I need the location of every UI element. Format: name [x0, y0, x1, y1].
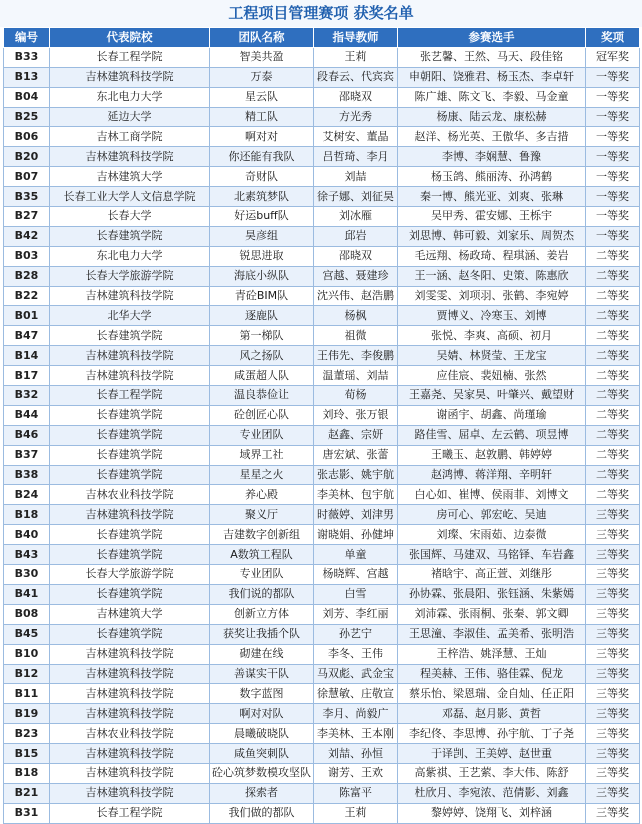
cell-teacher: 刘喆、孙恒 [314, 744, 398, 764]
table-row [4, 763, 640, 783]
cell-school: 吉林建筑科技学院 [50, 744, 210, 764]
cell-school: 长春工程学院 [50, 47, 210, 67]
cell-school: 吉林建筑大学 [50, 167, 210, 187]
cell-award: 二等奖 [586, 326, 640, 346]
cell-award: 一等奖 [586, 87, 640, 107]
cell-school: 长春工程学院 [50, 803, 210, 823]
table-row [4, 246, 640, 266]
cell-players: 王曦玉、赵敦鹏、韩婷婷 [398, 445, 586, 465]
cell-award: 一等奖 [586, 167, 640, 187]
cell-award: 三等奖 [586, 525, 640, 545]
cell-school: 长春建筑学院 [50, 624, 210, 644]
cell-players: 褚晗宇、高正萱、刘继彤 [398, 565, 586, 585]
cell-players: 蔡乐怡、梁恩瑞、金自灿、任正阳 [398, 684, 586, 704]
cell-school: 长春建筑学院 [50, 226, 210, 246]
cell-award: 三等奖 [586, 684, 640, 704]
cell-code: B33 [4, 47, 50, 67]
cell-team: 聚义厅 [210, 505, 314, 525]
cell-award: 三等奖 [586, 783, 640, 803]
column-header-award: 奖项 [586, 28, 640, 48]
cell-school: 吉林建筑科技学院 [50, 783, 210, 803]
cell-teacher: 艾树安、董晶 [314, 127, 398, 147]
cell-code: B20 [4, 147, 50, 167]
cell-school: 长春建筑学院 [50, 465, 210, 485]
cell-teacher: 吕哲琦、李月 [314, 147, 398, 167]
cell-teacher: 邵晓双 [314, 246, 398, 266]
cell-award: 三等奖 [586, 565, 640, 585]
cell-code: B13 [4, 67, 50, 87]
cell-school: 长春工程学院 [50, 386, 210, 406]
column-header-team: 团队名称 [210, 28, 314, 48]
cell-teacher: 荀杨 [314, 386, 398, 406]
table-row [4, 87, 640, 107]
cell-players: 李博、李娴慧、鲁豫 [398, 147, 586, 167]
cell-team: 星星之火 [210, 465, 314, 485]
cell-players: 刘思博、韩可毅、刘家乐、周贺杰 [398, 226, 586, 246]
cell-teacher: 刘玲、张万银 [314, 405, 398, 425]
cell-school: 长春建筑学院 [50, 545, 210, 565]
table-row [4, 326, 640, 346]
cell-award: 三等奖 [586, 545, 640, 565]
cell-code: B44 [4, 405, 50, 425]
table-header-row [4, 28, 640, 48]
cell-team: 砌建在线 [210, 644, 314, 664]
column-header-code: 编号 [4, 28, 50, 48]
cell-award: 三等奖 [586, 505, 640, 525]
cell-code: B18 [4, 763, 50, 783]
cell-school: 长春大学旅游学院 [50, 266, 210, 286]
cell-award: 三等奖 [586, 644, 640, 664]
cell-code: B45 [4, 624, 50, 644]
cell-award: 二等奖 [586, 366, 640, 386]
cell-award: 三等奖 [586, 803, 640, 823]
cell-code: B12 [4, 664, 50, 684]
cell-code: B32 [4, 386, 50, 406]
table-row [4, 366, 640, 386]
cell-school: 吉林建筑科技学院 [50, 67, 210, 87]
table-row [4, 624, 640, 644]
cell-teacher: 杨晓辉、宫越 [314, 565, 398, 585]
cell-award: 二等奖 [586, 346, 640, 366]
table-row [4, 803, 640, 823]
cell-school: 吉林建筑科技学院 [50, 147, 210, 167]
cell-school: 吉林建筑大学 [50, 604, 210, 624]
cell-team: 专业团队 [210, 565, 314, 585]
cell-team: 探索者 [210, 783, 314, 803]
cell-code: B28 [4, 266, 50, 286]
cell-team: 星云队 [210, 87, 314, 107]
cell-code: B31 [4, 803, 50, 823]
table-row [4, 704, 640, 724]
cell-players: 杨康、陆云龙、康松赫 [398, 107, 586, 127]
cell-award: 二等奖 [586, 405, 640, 425]
table-row [4, 525, 640, 545]
table-row [4, 584, 640, 604]
table-row [4, 425, 640, 445]
cell-team: 咸鱼突刺队 [210, 744, 314, 764]
table-row [4, 445, 640, 465]
cell-team: 砼创匠心队 [210, 405, 314, 425]
cell-school: 东北电力大学 [50, 246, 210, 266]
cell-school: 吉林工商学院 [50, 127, 210, 147]
cell-team: 善谋实干队 [210, 664, 314, 684]
cell-code: B07 [4, 167, 50, 187]
cell-code: B23 [4, 724, 50, 744]
cell-code: B18 [4, 505, 50, 525]
cell-award: 二等奖 [586, 485, 640, 505]
cell-players: 王梓浩、姚泽慧、王灿 [398, 644, 586, 664]
cell-team: 吉建数字创新组 [210, 525, 314, 545]
cell-code: B14 [4, 346, 50, 366]
cell-teacher: 沈兴伟、赵浩鹏 [314, 286, 398, 306]
cell-players: 房可心、郭宏屹、吴迪 [398, 505, 586, 525]
column-header-teacher: 指导教师 [314, 28, 398, 48]
cell-code: B43 [4, 545, 50, 565]
cell-school: 吉林农业科技学院 [50, 724, 210, 744]
cell-players: 李纪佟、李思博、孙宇航、丁子尧 [398, 724, 586, 744]
cell-team: 万泰 [210, 67, 314, 87]
cell-teacher: 徐子娜、刘征昊 [314, 187, 398, 207]
cell-teacher: 谢晓娟、孙健坤 [314, 525, 398, 545]
cell-award: 三等奖 [586, 704, 640, 724]
table-row [4, 107, 640, 127]
cell-award: 二等奖 [586, 286, 640, 306]
table-row [4, 664, 640, 684]
cell-school: 长春建筑学院 [50, 584, 210, 604]
cell-code: B47 [4, 326, 50, 346]
cell-team: 好运buff队 [210, 207, 314, 227]
cell-team: 精工队 [210, 107, 314, 127]
cell-teacher: 刘冰雁 [314, 207, 398, 227]
table-row [4, 545, 640, 565]
cell-teacher: 李月、尚毅广 [314, 704, 398, 724]
cell-award: 一等奖 [586, 127, 640, 147]
cell-players: 程美赫、王伟、骆佳霖、倪龙 [398, 664, 586, 684]
cell-code: B04 [4, 87, 50, 107]
table-row [4, 306, 640, 326]
cell-award: 一等奖 [586, 147, 640, 167]
table-row [4, 724, 640, 744]
cell-players: 陈广雄、陈文飞、李毅、马金童 [398, 87, 586, 107]
cell-teacher: 刘芳、李红丽 [314, 604, 398, 624]
cell-teacher: 温董瑶、刘喆 [314, 366, 398, 386]
cell-team: 咸蛋超人队 [210, 366, 314, 386]
cell-school: 吉林建筑科技学院 [50, 763, 210, 783]
cell-players: 于译剀、王美婷、赵世重 [398, 744, 586, 764]
cell-school: 吉林建筑科技学院 [50, 704, 210, 724]
cell-award: 二等奖 [586, 465, 640, 485]
cell-award: 三等奖 [586, 763, 640, 783]
table-row [4, 187, 640, 207]
cell-players: 白心如、崔博、侯雨菲、刘博文 [398, 485, 586, 505]
cell-teacher: 时薇婷、刘津男 [314, 505, 398, 525]
cell-teacher: 徐慧敏、庄敬宣 [314, 684, 398, 704]
cell-players: 吴婧、林贤莹、王龙宝 [398, 346, 586, 366]
table-row [4, 286, 640, 306]
cell-teacher: 刘喆 [314, 167, 398, 187]
cell-school: 吉林农业科技学院 [50, 485, 210, 505]
cell-team: 青砼BIM队 [210, 286, 314, 306]
cell-code: B41 [4, 584, 50, 604]
column-header-players: 参赛选手 [398, 28, 586, 48]
cell-award: 一等奖 [586, 107, 640, 127]
cell-team: 奇财队 [210, 167, 314, 187]
cell-code: B30 [4, 565, 50, 585]
cell-award: 二等奖 [586, 306, 640, 326]
table-row [4, 207, 640, 227]
cell-teacher: 王伟先、李俊鹏 [314, 346, 398, 366]
page-title: 工程项目管理赛项 获奖名单 [0, 0, 642, 27]
cell-code: B01 [4, 306, 50, 326]
table-row [4, 386, 640, 406]
table-row [4, 505, 640, 525]
cell-award: 三等奖 [586, 664, 640, 684]
cell-team: 专业团队 [210, 425, 314, 445]
cell-school: 长春建筑学院 [50, 405, 210, 425]
table-row [4, 604, 640, 624]
cell-school: 东北电力大学 [50, 87, 210, 107]
cell-award: 二等奖 [586, 266, 640, 286]
cell-code: B15 [4, 744, 50, 764]
cell-award: 冠军奖 [586, 47, 640, 67]
cell-code: B11 [4, 684, 50, 704]
cell-team: 我们说的都队 [210, 584, 314, 604]
cell-team: 晨曦破晓队 [210, 724, 314, 744]
table-row [4, 67, 640, 87]
cell-players: 应佳宸、裴妞楠、张然 [398, 366, 586, 386]
cell-school: 吉林建筑科技学院 [50, 346, 210, 366]
cell-players: 吴甲秀、霍安娜、王栎宇 [398, 207, 586, 227]
cell-team: 北素筑梦队 [210, 187, 314, 207]
cell-players: 张国辉、马建双、马铭铎、车岩鑫 [398, 545, 586, 565]
cell-team: 啊对对队 [210, 704, 314, 724]
cell-teacher: 段春云、代宾宾 [314, 67, 398, 87]
cell-players: 王嘉尧、吴家昊、叶肇兴、戴望财 [398, 386, 586, 406]
cell-teacher: 白雪 [314, 584, 398, 604]
cell-players: 黎婷婷、饶翔飞、刘梓涵 [398, 803, 586, 823]
cell-code: B21 [4, 783, 50, 803]
table-row [4, 744, 640, 764]
cell-school: 吉林建筑科技学院 [50, 505, 210, 525]
cell-school: 长春大学旅游学院 [50, 565, 210, 585]
cell-award: 二等奖 [586, 425, 640, 445]
cell-school: 吉林建筑科技学院 [50, 684, 210, 704]
cell-players: 赵鸿博、蒋洋翔、辛明轩 [398, 465, 586, 485]
cell-teacher: 谢芳、王欢 [314, 763, 398, 783]
cell-players: 刘雯雯、刘项羽、张鹤、李宛婷 [398, 286, 586, 306]
cell-award: 一等奖 [586, 207, 640, 227]
cell-team: 昊彦组 [210, 226, 314, 246]
cell-players: 贾博义、冷寒玉、刘博 [398, 306, 586, 326]
cell-teacher: 邵晓双 [314, 87, 398, 107]
cell-code: B40 [4, 525, 50, 545]
cell-team: 逐鹿队 [210, 306, 314, 326]
table-row [4, 783, 640, 803]
cell-teacher: 单童 [314, 545, 398, 565]
cell-code: B27 [4, 207, 50, 227]
cell-team: 获奖让我插个队 [210, 624, 314, 644]
cell-team: 砼心筑梦数模攻坚队 [210, 763, 314, 783]
cell-school: 吉林建筑科技学院 [50, 286, 210, 306]
cell-award: 一等奖 [586, 226, 640, 246]
cell-teacher: 陈富平 [314, 783, 398, 803]
cell-teacher: 唐宏斌、张蕾 [314, 445, 398, 465]
table-row [4, 167, 640, 187]
cell-teacher: 王莉 [314, 803, 398, 823]
cell-school: 延边大学 [50, 107, 210, 127]
cell-teacher: 孙艺宁 [314, 624, 398, 644]
column-header-school: 代表院校 [50, 28, 210, 48]
table-row [4, 266, 640, 286]
cell-team: 温良恭俭让 [210, 386, 314, 406]
cell-award: 三等奖 [586, 744, 640, 764]
cell-team: A数筑工程队 [210, 545, 314, 565]
cell-players: 秦一博、熊光亚、刘爽、张琳 [398, 187, 586, 207]
cell-teacher: 张志影、姚宇航 [314, 465, 398, 485]
cell-award: 二等奖 [586, 445, 640, 465]
table-row [4, 147, 640, 167]
table-row [4, 346, 640, 366]
cell-school: 长春工业大学人文信息学院 [50, 187, 210, 207]
cell-code: B03 [4, 246, 50, 266]
cell-award: 三等奖 [586, 604, 640, 624]
cell-players: 张艺馨、王然、马天、段佳铭 [398, 47, 586, 67]
cell-code: B35 [4, 187, 50, 207]
cell-school: 吉林建筑科技学院 [50, 664, 210, 684]
cell-players: 高紫祺、王艺萦、李大伟、陈舒 [398, 763, 586, 783]
cell-code: B17 [4, 366, 50, 386]
cell-school: 长春建筑学院 [50, 445, 210, 465]
table-row [4, 485, 640, 505]
table-row [4, 226, 640, 246]
cell-players: 张悦、李爽、高硕、初月 [398, 326, 586, 346]
cell-players: 谢函宇、胡鑫、尚瑾瑜 [398, 405, 586, 425]
cell-code: B19 [4, 704, 50, 724]
cell-school: 吉林建筑科技学院 [50, 366, 210, 386]
cell-teacher: 宫越、聂建珍 [314, 266, 398, 286]
cell-team: 锐思进取 [210, 246, 314, 266]
cell-team: 你还能有我队 [210, 147, 314, 167]
cell-players: 毛远翔、杨政琦、程琪涵、姜岩 [398, 246, 586, 266]
table-row [4, 565, 640, 585]
cell-code: B24 [4, 485, 50, 505]
cell-players: 刘沛霖、张雨桐、张秦、郭文卿 [398, 604, 586, 624]
cell-players: 王思潼、李淑佳、孟美希、张明浩 [398, 624, 586, 644]
cell-teacher: 李冬、王伟 [314, 644, 398, 664]
table-row [4, 644, 640, 664]
cell-school: 长春建筑学院 [50, 525, 210, 545]
table-row [4, 684, 640, 704]
cell-players: 刘璨、宋雨茹、边泰微 [398, 525, 586, 545]
cell-teacher: 李美林、王本刚 [314, 724, 398, 744]
table-row [4, 465, 640, 485]
cell-players: 邓磊、赵月影、黄哲 [398, 704, 586, 724]
cell-team: 养心殿 [210, 485, 314, 505]
cell-award: 三等奖 [586, 584, 640, 604]
cell-school: 长春建筑学院 [50, 425, 210, 445]
cell-school: 北华大学 [50, 306, 210, 326]
cell-award: 一等奖 [586, 67, 640, 87]
cell-team: 风之扬队 [210, 346, 314, 366]
cell-team: 数字蓝图 [210, 684, 314, 704]
cell-award: 二等奖 [586, 246, 640, 266]
cell-team: 创新立方体 [210, 604, 314, 624]
cell-code: B08 [4, 604, 50, 624]
cell-teacher: 方光秀 [314, 107, 398, 127]
cell-team: 海底小纵队 [210, 266, 314, 286]
cell-code: B06 [4, 127, 50, 147]
cell-players: 孙协霖、张晨阳、张钰涵、朱紫嫣 [398, 584, 586, 604]
cell-school: 长春建筑学院 [50, 326, 210, 346]
cell-teacher: 李美林、包宇航 [314, 485, 398, 505]
cell-teacher: 赵鑫、宗妍 [314, 425, 398, 445]
cell-players: 申朝阳、饶雅君、杨玉杰、李卓轩 [398, 67, 586, 87]
table-row [4, 127, 640, 147]
cell-code: B37 [4, 445, 50, 465]
cell-players: 赵洋、杨光英、王傲华、多吉措 [398, 127, 586, 147]
cell-code: B38 [4, 465, 50, 485]
table-row [4, 405, 640, 425]
cell-team: 我们做的都队 [210, 803, 314, 823]
cell-award: 一等奖 [586, 187, 640, 207]
cell-players: 杜欣月、李宛浓、范倩影、刘鑫 [398, 783, 586, 803]
cell-teacher: 邱岩 [314, 226, 398, 246]
cell-teacher: 马双彪、武金宝 [314, 664, 398, 684]
cell-award: 三等奖 [586, 724, 640, 744]
table-row [4, 47, 640, 67]
cell-team: 第一梯队 [210, 326, 314, 346]
cell-code: B42 [4, 226, 50, 246]
cell-code: B22 [4, 286, 50, 306]
cell-code: B25 [4, 107, 50, 127]
cell-teacher: 杨枫 [314, 306, 398, 326]
cell-award: 三等奖 [586, 624, 640, 644]
cell-players: 路佳雪、屈卓、左云鹤、项昱博 [398, 425, 586, 445]
table-body [4, 47, 640, 823]
cell-school: 长春大学 [50, 207, 210, 227]
cell-team: 域界工社 [210, 445, 314, 465]
cell-team: 啊对对 [210, 127, 314, 147]
award-table [3, 27, 640, 824]
cell-award: 二等奖 [586, 386, 640, 406]
cell-players: 王一涵、赵冬阳、史策、陈惠欣 [398, 266, 586, 286]
cell-players: 杨玉鸽、熊丽涛、孙鸿鹤 [398, 167, 586, 187]
cell-teacher: 祖微 [314, 326, 398, 346]
cell-code: B46 [4, 425, 50, 445]
cell-school: 吉林建筑科技学院 [50, 644, 210, 664]
cell-code: B10 [4, 644, 50, 664]
cell-team: 智美共盈 [210, 47, 314, 67]
cell-teacher: 王莉 [314, 47, 398, 67]
